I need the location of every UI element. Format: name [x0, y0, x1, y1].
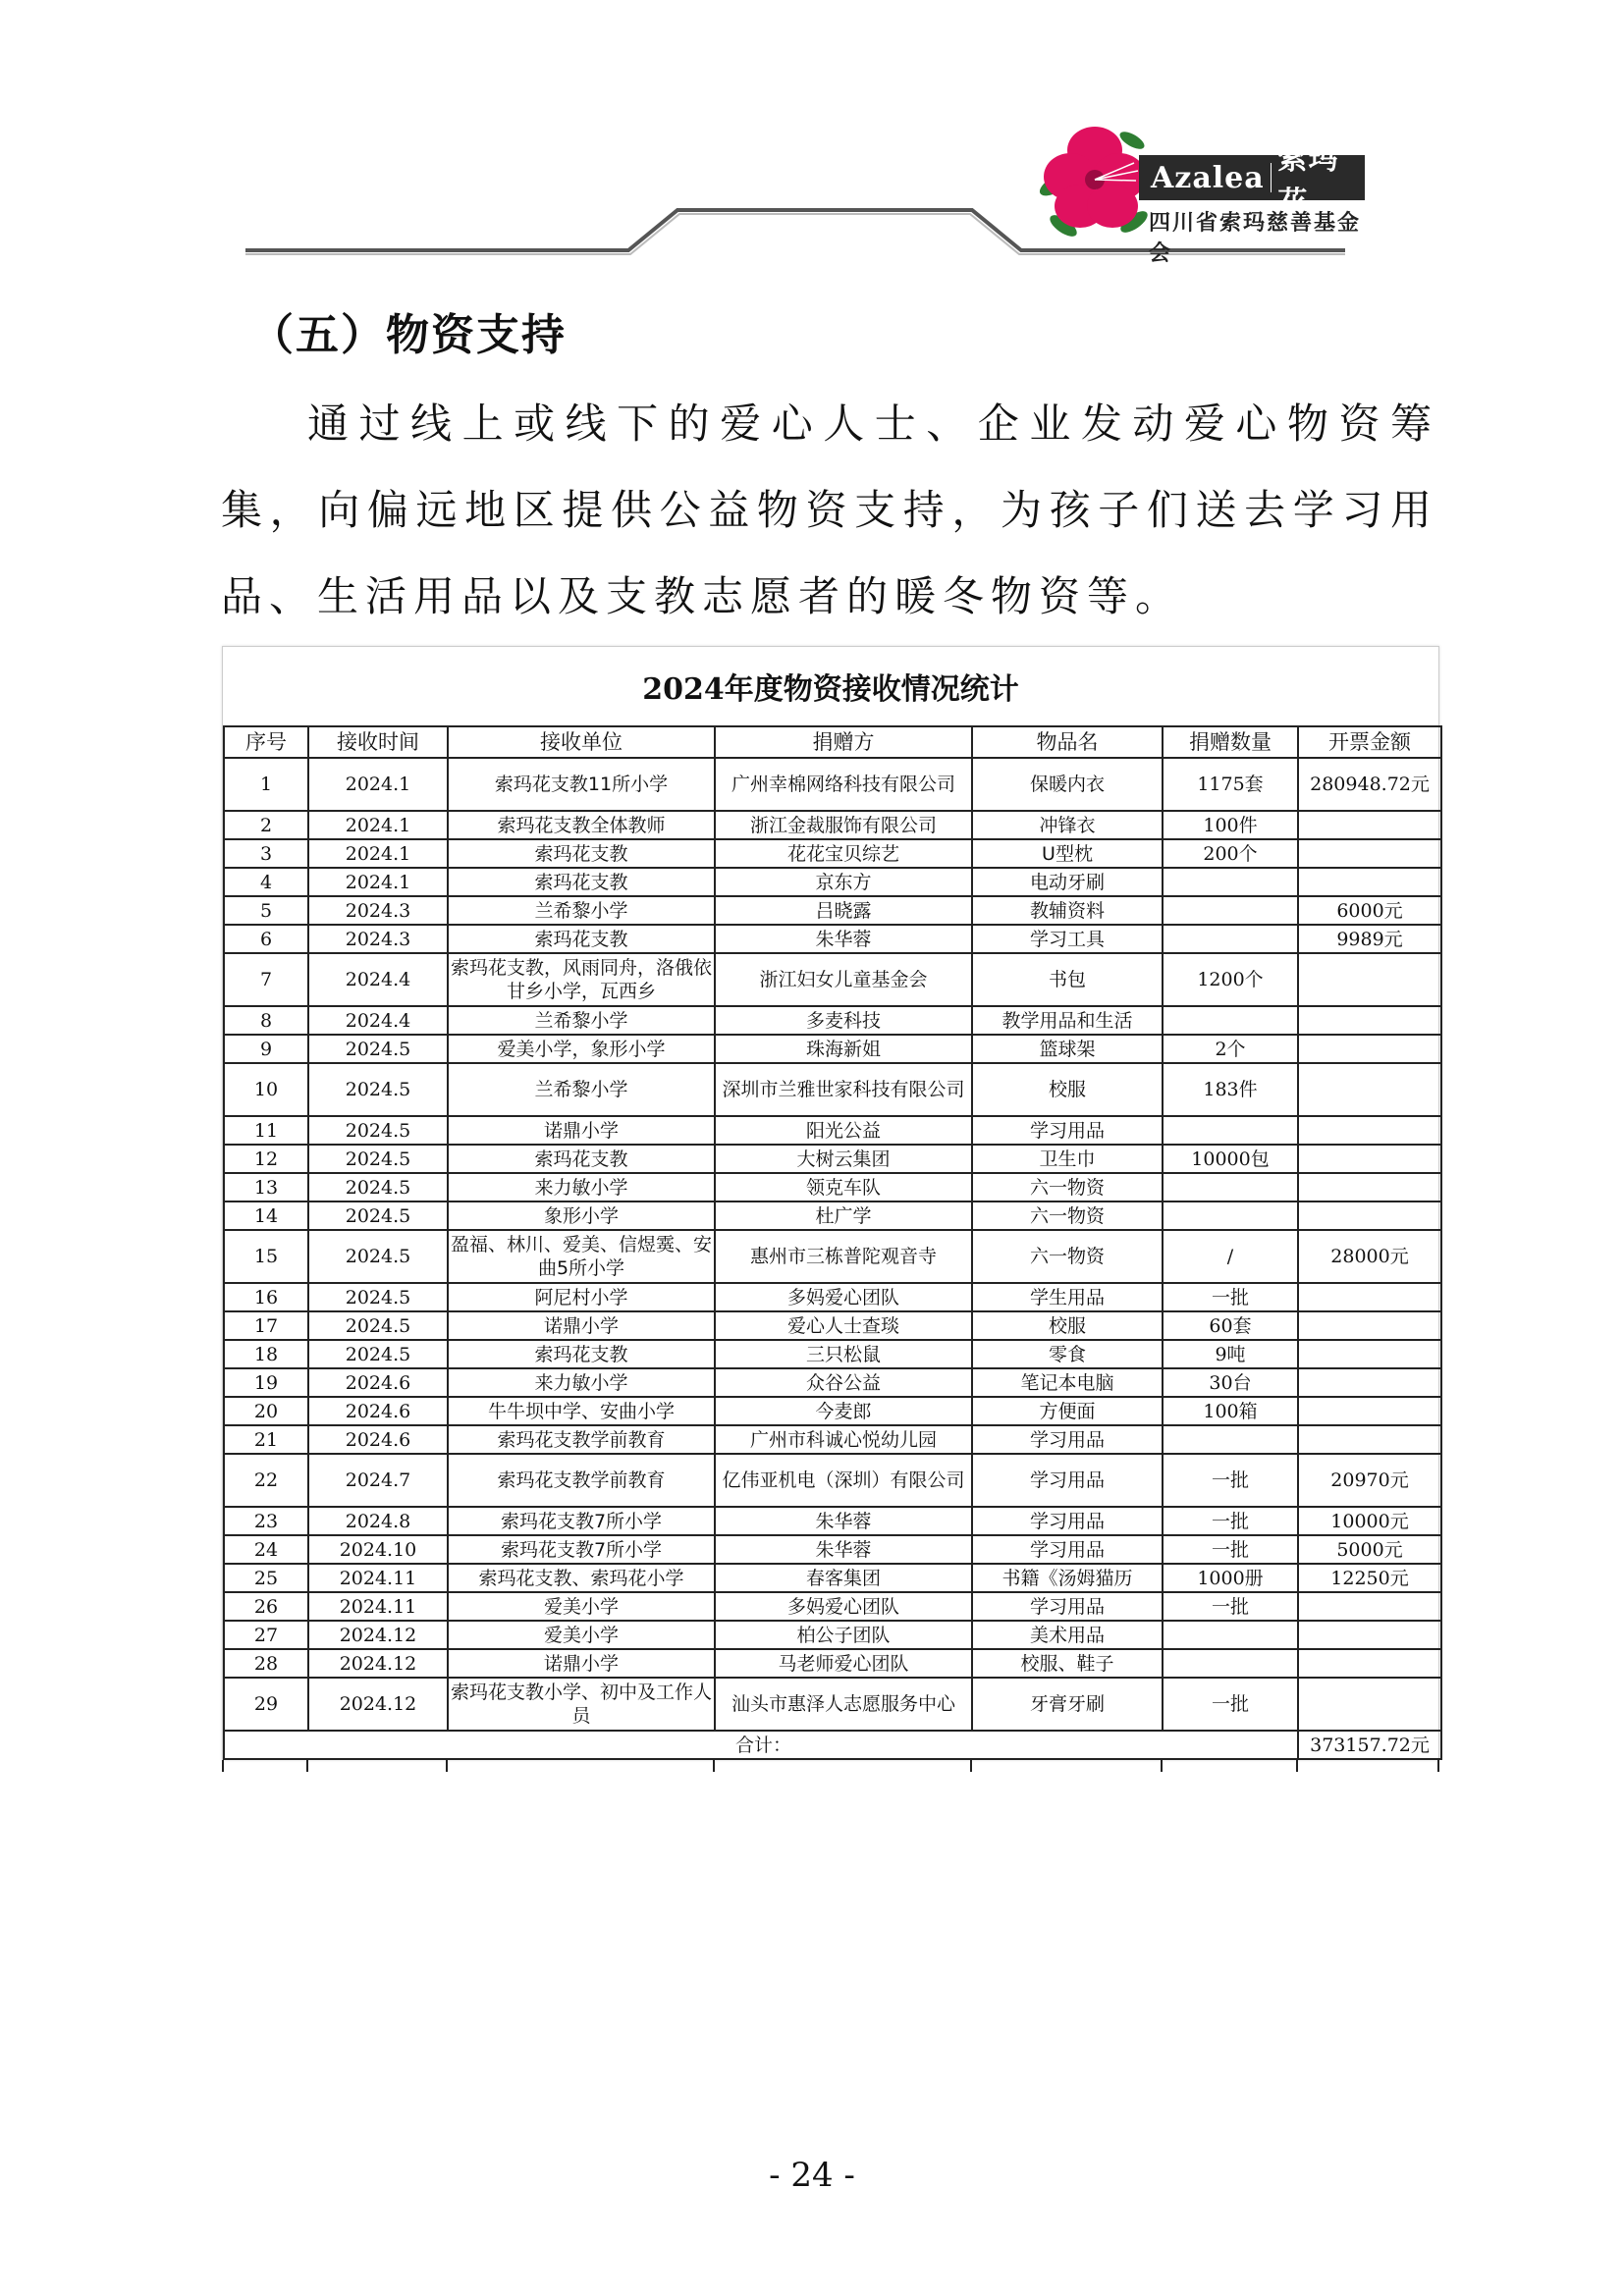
receiving-unit-cell: 索玛花支教学前教育	[448, 1454, 715, 1507]
row-number-cell: 12	[224, 1145, 308, 1173]
donor-cell: 浙江金裁服饰有限公司	[715, 811, 972, 839]
row-number-cell: 25	[224, 1564, 308, 1592]
receive-date-cell: 2024.12	[308, 1649, 448, 1678]
item-name-cell: 书籍《汤姆猫历	[972, 1564, 1163, 1592]
row-number-cell: 26	[224, 1592, 308, 1621]
receiving-unit-cell: 索玛花支教	[448, 1340, 715, 1368]
item-name-cell: 教辅资料	[972, 896, 1163, 925]
row-number-cell: 1	[224, 758, 308, 811]
donor-cell: 惠州市三栋普陀观音寺	[715, 1230, 972, 1283]
item-name-cell: 学生用品	[972, 1283, 1163, 1311]
table-row	[224, 839, 1441, 868]
table-row	[224, 1201, 1441, 1230]
brand-name-cn: 索玛花	[1277, 142, 1339, 220]
row-number-cell: 17	[224, 1311, 308, 1340]
receiving-unit-cell: 索玛花支教7所小学	[448, 1507, 715, 1535]
donor-cell: 吕晓露	[715, 896, 972, 925]
donor-cell: 花花宝贝综艺	[715, 839, 972, 868]
table-row	[224, 1649, 1441, 1678]
row-number-cell: 19	[224, 1368, 308, 1397]
table-row	[224, 1425, 1441, 1454]
invoice-amount-cell	[1298, 1592, 1441, 1621]
receiving-unit-cell: 牛牛坝中学、安曲小学	[448, 1397, 715, 1425]
table-row	[224, 1507, 1441, 1535]
table-row	[224, 1592, 1441, 1621]
receive-date-cell: 2024.5	[308, 1116, 448, 1145]
row-number-cell: 5	[224, 896, 308, 925]
table-row	[224, 1173, 1441, 1201]
invoice-amount-cell: 6000元	[1298, 896, 1441, 925]
receive-date-cell: 2024.6	[308, 1397, 448, 1425]
item-name-cell: 学习用品	[972, 1454, 1163, 1507]
materials-table	[223, 725, 1442, 1760]
table-row	[224, 1564, 1441, 1592]
quantity-cell	[1163, 868, 1298, 896]
receive-date-cell: 2024.5	[308, 1035, 448, 1063]
item-name-cell: 美术用品	[972, 1621, 1163, 1649]
column-header: 接收时间	[308, 726, 448, 758]
total-amount: 373157.72元	[1298, 1731, 1441, 1759]
table-row	[224, 1621, 1441, 1649]
item-name-cell: 六一物资	[972, 1173, 1163, 1201]
item-name-cell: 方便面	[972, 1397, 1163, 1425]
receiving-unit-cell: 兰希黎小学	[448, 1006, 715, 1035]
invoice-amount-cell	[1298, 1173, 1441, 1201]
donor-cell: 杜广学	[715, 1201, 972, 1230]
invoice-amount-cell	[1298, 1397, 1441, 1425]
receiving-unit-cell: 盈福、林川、爱美、信煜霙、安曲5所小学	[448, 1230, 715, 1283]
item-name-cell: 零食	[972, 1340, 1163, 1368]
item-name-cell: 学习用品	[972, 1425, 1163, 1454]
receive-date-cell: 2024.6	[308, 1425, 448, 1454]
receiving-unit-cell: 诺鼎小学	[448, 1311, 715, 1340]
item-name-cell: 学习用品	[972, 1507, 1163, 1535]
item-name-cell: 六一物资	[972, 1230, 1163, 1283]
item-name-cell: 冲锋衣	[972, 811, 1163, 839]
quantity-cell: 1000册	[1163, 1564, 1298, 1592]
receive-date-cell: 2024.4	[308, 953, 448, 1006]
receiving-unit-cell: 来力敏小学	[448, 1368, 715, 1397]
item-name-cell: 电动牙刷	[972, 868, 1163, 896]
invoice-amount-cell	[1298, 953, 1441, 1006]
item-name-cell: 笔记本电脑	[972, 1368, 1163, 1397]
section-paragraph: 通过线上或线下的爱心人士、企业发动爱心物资筹集，向偏远地区提供公益物资支持，为孩子们送去学习用品、生活用品以及支教志愿者的暖冬物资等。	[221, 400, 1438, 620]
donor-cell: 众谷公益	[715, 1368, 972, 1397]
quantity-cell	[1163, 1425, 1298, 1454]
table-body	[224, 758, 1441, 1759]
table-row	[224, 1145, 1441, 1173]
row-number-cell: 28	[224, 1649, 308, 1678]
brand-name	[1139, 142, 1365, 220]
quantity-cell	[1163, 896, 1298, 925]
receive-date-cell: 2024.6	[308, 1368, 448, 1397]
invoice-amount-cell	[1298, 1621, 1441, 1649]
receiving-unit-cell: 爱美小学	[448, 1621, 715, 1649]
row-number-cell: 20	[224, 1397, 308, 1425]
donor-cell: 柏公子团队	[715, 1621, 972, 1649]
receiving-unit-cell: 索玛花支教、索玛花小学	[448, 1564, 715, 1592]
donor-cell: 亿伟亚机电（深圳）有限公司	[715, 1454, 972, 1507]
receive-date-cell: 2024.5	[308, 1145, 448, 1173]
receive-date-cell: 2024.1	[308, 839, 448, 868]
donor-cell: 马老师爱心团队	[715, 1649, 972, 1678]
row-number-cell: 3	[224, 839, 308, 868]
item-name-cell: 学习用品	[972, 1592, 1163, 1621]
page-number: - 24 -	[769, 2156, 855, 2195]
section-title: （五）物资支持	[250, 310, 567, 360]
item-name-cell: 学习工具	[972, 925, 1163, 953]
invoice-amount-cell	[1298, 1006, 1441, 1035]
donor-cell: 深圳市兰雅世家科技有限公司	[715, 1063, 972, 1116]
quantity-cell: 30台	[1163, 1368, 1298, 1397]
receive-date-cell: 2024.5	[308, 1063, 448, 1116]
quantity-cell	[1163, 925, 1298, 953]
table-row	[224, 758, 1441, 811]
table-row	[224, 1006, 1441, 1035]
donor-cell: 多妈爱心团队	[715, 1283, 972, 1311]
invoice-amount-cell: 10000元	[1298, 1507, 1441, 1535]
item-name-cell: 六一物资	[972, 1201, 1163, 1230]
invoice-amount-cell	[1298, 868, 1441, 896]
item-name-cell: 校服	[972, 1063, 1163, 1116]
receiving-unit-cell: 兰希黎小学	[448, 896, 715, 925]
receiving-unit-cell: 索玛花支教	[448, 1145, 715, 1173]
row-number-cell: 21	[224, 1425, 308, 1454]
quantity-cell	[1163, 1173, 1298, 1201]
row-number-cell: 22	[224, 1454, 308, 1507]
row-number-cell: 13	[224, 1173, 308, 1201]
donor-cell: 珠海新姐	[715, 1035, 972, 1063]
receiving-unit-cell: 索玛花支教11所小学	[448, 758, 715, 811]
receive-date-cell: 2024.1	[308, 811, 448, 839]
materials-table-container	[222, 646, 1439, 1772]
receive-date-cell: 2024.12	[308, 1678, 448, 1731]
receiving-unit-cell: 索玛花支教	[448, 925, 715, 953]
donor-cell: 朱华蓉	[715, 1535, 972, 1564]
receive-date-cell: 2024.12	[308, 1621, 448, 1649]
row-number-cell: 4	[224, 868, 308, 896]
invoice-amount-cell	[1298, 1368, 1441, 1397]
table-row	[224, 1368, 1441, 1397]
row-number-cell: 16	[224, 1283, 308, 1311]
table-row	[224, 896, 1441, 925]
receive-date-cell: 2024.5	[308, 1340, 448, 1368]
quantity-cell: 10000包	[1163, 1145, 1298, 1173]
item-name-cell: 校服、鞋子	[972, 1649, 1163, 1678]
invoice-amount-cell	[1298, 1340, 1441, 1368]
row-number-cell: 27	[224, 1621, 308, 1649]
item-name-cell: 保暖内衣	[972, 758, 1163, 811]
quantity-cell: 100箱	[1163, 1397, 1298, 1425]
donor-cell: 多妈爱心团队	[715, 1592, 972, 1621]
invoice-amount-cell	[1298, 839, 1441, 868]
table-row	[224, 1035, 1441, 1063]
receiving-unit-cell: 索玛花支教，风雨同舟，洛俄依甘乡小学，瓦西乡	[448, 953, 715, 1006]
column-header: 捐赠数量	[1163, 726, 1298, 758]
receiving-unit-cell: 索玛花支教	[448, 839, 715, 868]
total-label: 合计：	[224, 1731, 1298, 1759]
quantity-cell	[1163, 1649, 1298, 1678]
receive-date-cell: 2024.5	[308, 1173, 448, 1201]
receiving-unit-cell: 象形小学	[448, 1201, 715, 1230]
donor-cell: 今麦郎	[715, 1397, 972, 1425]
invoice-amount-cell	[1298, 811, 1441, 839]
table-row	[224, 868, 1441, 896]
row-number-cell: 7	[224, 953, 308, 1006]
brand-name-en: Azalea	[1151, 160, 1265, 195]
receiving-unit-cell: 诺鼎小学	[448, 1116, 715, 1145]
receive-date-cell: 2024.1	[308, 758, 448, 811]
table-row	[224, 1311, 1441, 1340]
invoice-amount-cell	[1298, 1145, 1441, 1173]
column-header: 捐赠方	[715, 726, 972, 758]
receive-date-cell: 2024.4	[308, 1006, 448, 1035]
table-row	[224, 1454, 1441, 1507]
item-name-cell: 书包	[972, 953, 1163, 1006]
receive-date-cell: 2024.10	[308, 1535, 448, 1564]
receive-date-cell: 2024.3	[308, 925, 448, 953]
table-row	[224, 1340, 1441, 1368]
row-number-cell: 9	[224, 1035, 308, 1063]
item-name-cell: 学习用品	[972, 1535, 1163, 1564]
row-number-cell: 29	[224, 1678, 308, 1731]
invoice-amount-cell: 12250元	[1298, 1564, 1441, 1592]
column-header: 物品名	[972, 726, 1163, 758]
invoice-amount-cell: 28000元	[1298, 1230, 1441, 1283]
brand-separator	[1271, 163, 1272, 192]
table-row	[224, 1678, 1441, 1731]
organization-name: 四川省索玛慈善基金会	[1149, 211, 1362, 266]
donor-cell: 浙江妇女儿童基金会	[715, 953, 972, 1006]
table-row	[224, 1535, 1441, 1564]
quantity-cell	[1163, 1621, 1298, 1649]
receiving-unit-cell: 爱美小学，象形小学	[448, 1035, 715, 1063]
invoice-amount-cell	[1298, 1063, 1441, 1116]
receive-date-cell: 2024.7	[308, 1454, 448, 1507]
row-number-cell: 11	[224, 1116, 308, 1145]
invoice-amount-cell	[1298, 1116, 1441, 1145]
quantity-cell: 一批	[1163, 1454, 1298, 1507]
donor-cell: 朱华蓉	[715, 925, 972, 953]
invoice-amount-cell	[1298, 1311, 1441, 1340]
table-row	[224, 811, 1441, 839]
invoice-amount-cell	[1298, 1678, 1441, 1731]
invoice-amount-cell	[1298, 1201, 1441, 1230]
receiving-unit-cell: 阿尼村小学	[448, 1283, 715, 1311]
quantity-cell: 一批	[1163, 1535, 1298, 1564]
receive-date-cell: 2024.5	[308, 1230, 448, 1283]
donor-cell: 爱心人士查琰	[715, 1311, 972, 1340]
donor-cell: 阳光公益	[715, 1116, 972, 1145]
table-bottom-ticks	[222, 1760, 1439, 1772]
item-name-cell: 教学用品和生活	[972, 1006, 1163, 1035]
donor-cell: 汕头市惠泽人志愿服务中心	[715, 1678, 972, 1731]
table-title: 2024年度物资接收情况统计	[642, 672, 1019, 707]
receive-date-cell: 2024.5	[308, 1283, 448, 1311]
table-row	[224, 1230, 1441, 1283]
column-header: 序号	[224, 726, 308, 758]
donor-cell: 春客集团	[715, 1564, 972, 1592]
receive-date-cell: 2024.3	[308, 896, 448, 925]
receive-date-cell: 2024.5	[308, 1201, 448, 1230]
donor-cell: 三只松鼠	[715, 1340, 972, 1368]
item-name-cell: U型枕	[972, 839, 1163, 868]
receive-date-cell: 2024.11	[308, 1564, 448, 1592]
item-name-cell: 学习用品	[972, 1116, 1163, 1145]
receive-date-cell: 2024.5	[308, 1311, 448, 1340]
quantity-cell: 1175套	[1163, 758, 1298, 811]
item-name-cell: 篮球架	[972, 1035, 1163, 1063]
invoice-amount-cell: 20970元	[1298, 1454, 1441, 1507]
row-number-cell: 6	[224, 925, 308, 953]
quantity-cell	[1163, 1201, 1298, 1230]
quantity-cell: 9吨	[1163, 1340, 1298, 1368]
quantity-cell: 60套	[1163, 1311, 1298, 1340]
invoice-amount-cell	[1298, 1283, 1441, 1311]
table-header-row	[224, 726, 1441, 758]
table-row	[224, 925, 1441, 953]
receiving-unit-cell: 诺鼎小学	[448, 1649, 715, 1678]
table-row	[224, 1116, 1441, 1145]
quantity-cell: 2个	[1163, 1035, 1298, 1063]
azalea-flower-icon	[1036, 116, 1154, 243]
row-number-cell: 18	[224, 1340, 308, 1368]
table-row	[224, 1397, 1441, 1425]
row-number-cell: 24	[224, 1535, 308, 1564]
quantity-cell: 183件	[1163, 1063, 1298, 1116]
receiving-unit-cell: 索玛花支教7所小学	[448, 1535, 715, 1564]
table-row	[224, 1063, 1441, 1116]
column-header: 开票金额	[1298, 726, 1441, 758]
receiving-unit-cell: 来力敏小学	[448, 1173, 715, 1201]
receiving-unit-cell: 兰希黎小学	[448, 1063, 715, 1116]
donor-cell: 广州市科诚心悦幼儿园	[715, 1425, 972, 1454]
item-name-cell: 校服	[972, 1311, 1163, 1340]
donor-cell: 广州幸棉网络科技有限公司	[715, 758, 972, 811]
quantity-cell	[1163, 1006, 1298, 1035]
quantity-cell: 100件	[1163, 811, 1298, 839]
quantity-cell: 1200个	[1163, 953, 1298, 1006]
quantity-cell: 200个	[1163, 839, 1298, 868]
invoice-amount-cell	[1298, 1035, 1441, 1063]
receive-date-cell: 2024.11	[308, 1592, 448, 1621]
donor-cell: 多麦科技	[715, 1006, 972, 1035]
item-name-cell: 牙膏牙刷	[972, 1678, 1163, 1731]
receiving-unit-cell: 索玛花支教学前教育	[448, 1425, 715, 1454]
invoice-amount-cell	[1298, 1649, 1441, 1678]
table-row	[224, 1283, 1441, 1311]
row-number-cell: 15	[224, 1230, 308, 1283]
row-number-cell: 14	[224, 1201, 308, 1230]
row-number-cell: 8	[224, 1006, 308, 1035]
quantity-cell: 一批	[1163, 1507, 1298, 1535]
row-number-cell: 23	[224, 1507, 308, 1535]
donor-cell: 京东方	[715, 868, 972, 896]
invoice-amount-cell	[1298, 1425, 1441, 1454]
quantity-cell: 一批	[1163, 1283, 1298, 1311]
quantity-cell: 一批	[1163, 1678, 1298, 1731]
invoice-amount-cell: 280948.72元	[1298, 758, 1441, 811]
quantity-cell: 一批	[1163, 1592, 1298, 1621]
invoice-amount-cell: 5000元	[1298, 1535, 1441, 1564]
quantity-cell	[1163, 1116, 1298, 1145]
receiving-unit-cell: 索玛花支教	[448, 868, 715, 896]
column-header: 接收单位	[448, 726, 715, 758]
quantity-cell: /	[1163, 1230, 1298, 1283]
donor-cell: 大树云集团	[715, 1145, 972, 1173]
receive-date-cell: 2024.8	[308, 1507, 448, 1535]
row-number-cell: 2	[224, 811, 308, 839]
donor-cell: 朱华蓉	[715, 1507, 972, 1535]
table-row	[224, 953, 1441, 1006]
table-total-row	[224, 1731, 1441, 1759]
receive-date-cell: 2024.1	[308, 868, 448, 896]
receiving-unit-cell: 索玛花支教小学、初中及工作人员	[448, 1678, 715, 1731]
item-name-cell: 卫生巾	[972, 1145, 1163, 1173]
receiving-unit-cell: 爱美小学	[448, 1592, 715, 1621]
donor-cell: 领克车队	[715, 1173, 972, 1201]
foundation-logo	[1021, 116, 1365, 266]
receiving-unit-cell: 索玛花支教全体教师	[448, 811, 715, 839]
materials-table-frame	[222, 646, 1439, 1760]
row-number-cell: 10	[224, 1063, 308, 1116]
invoice-amount-cell: 9989元	[1298, 925, 1441, 953]
